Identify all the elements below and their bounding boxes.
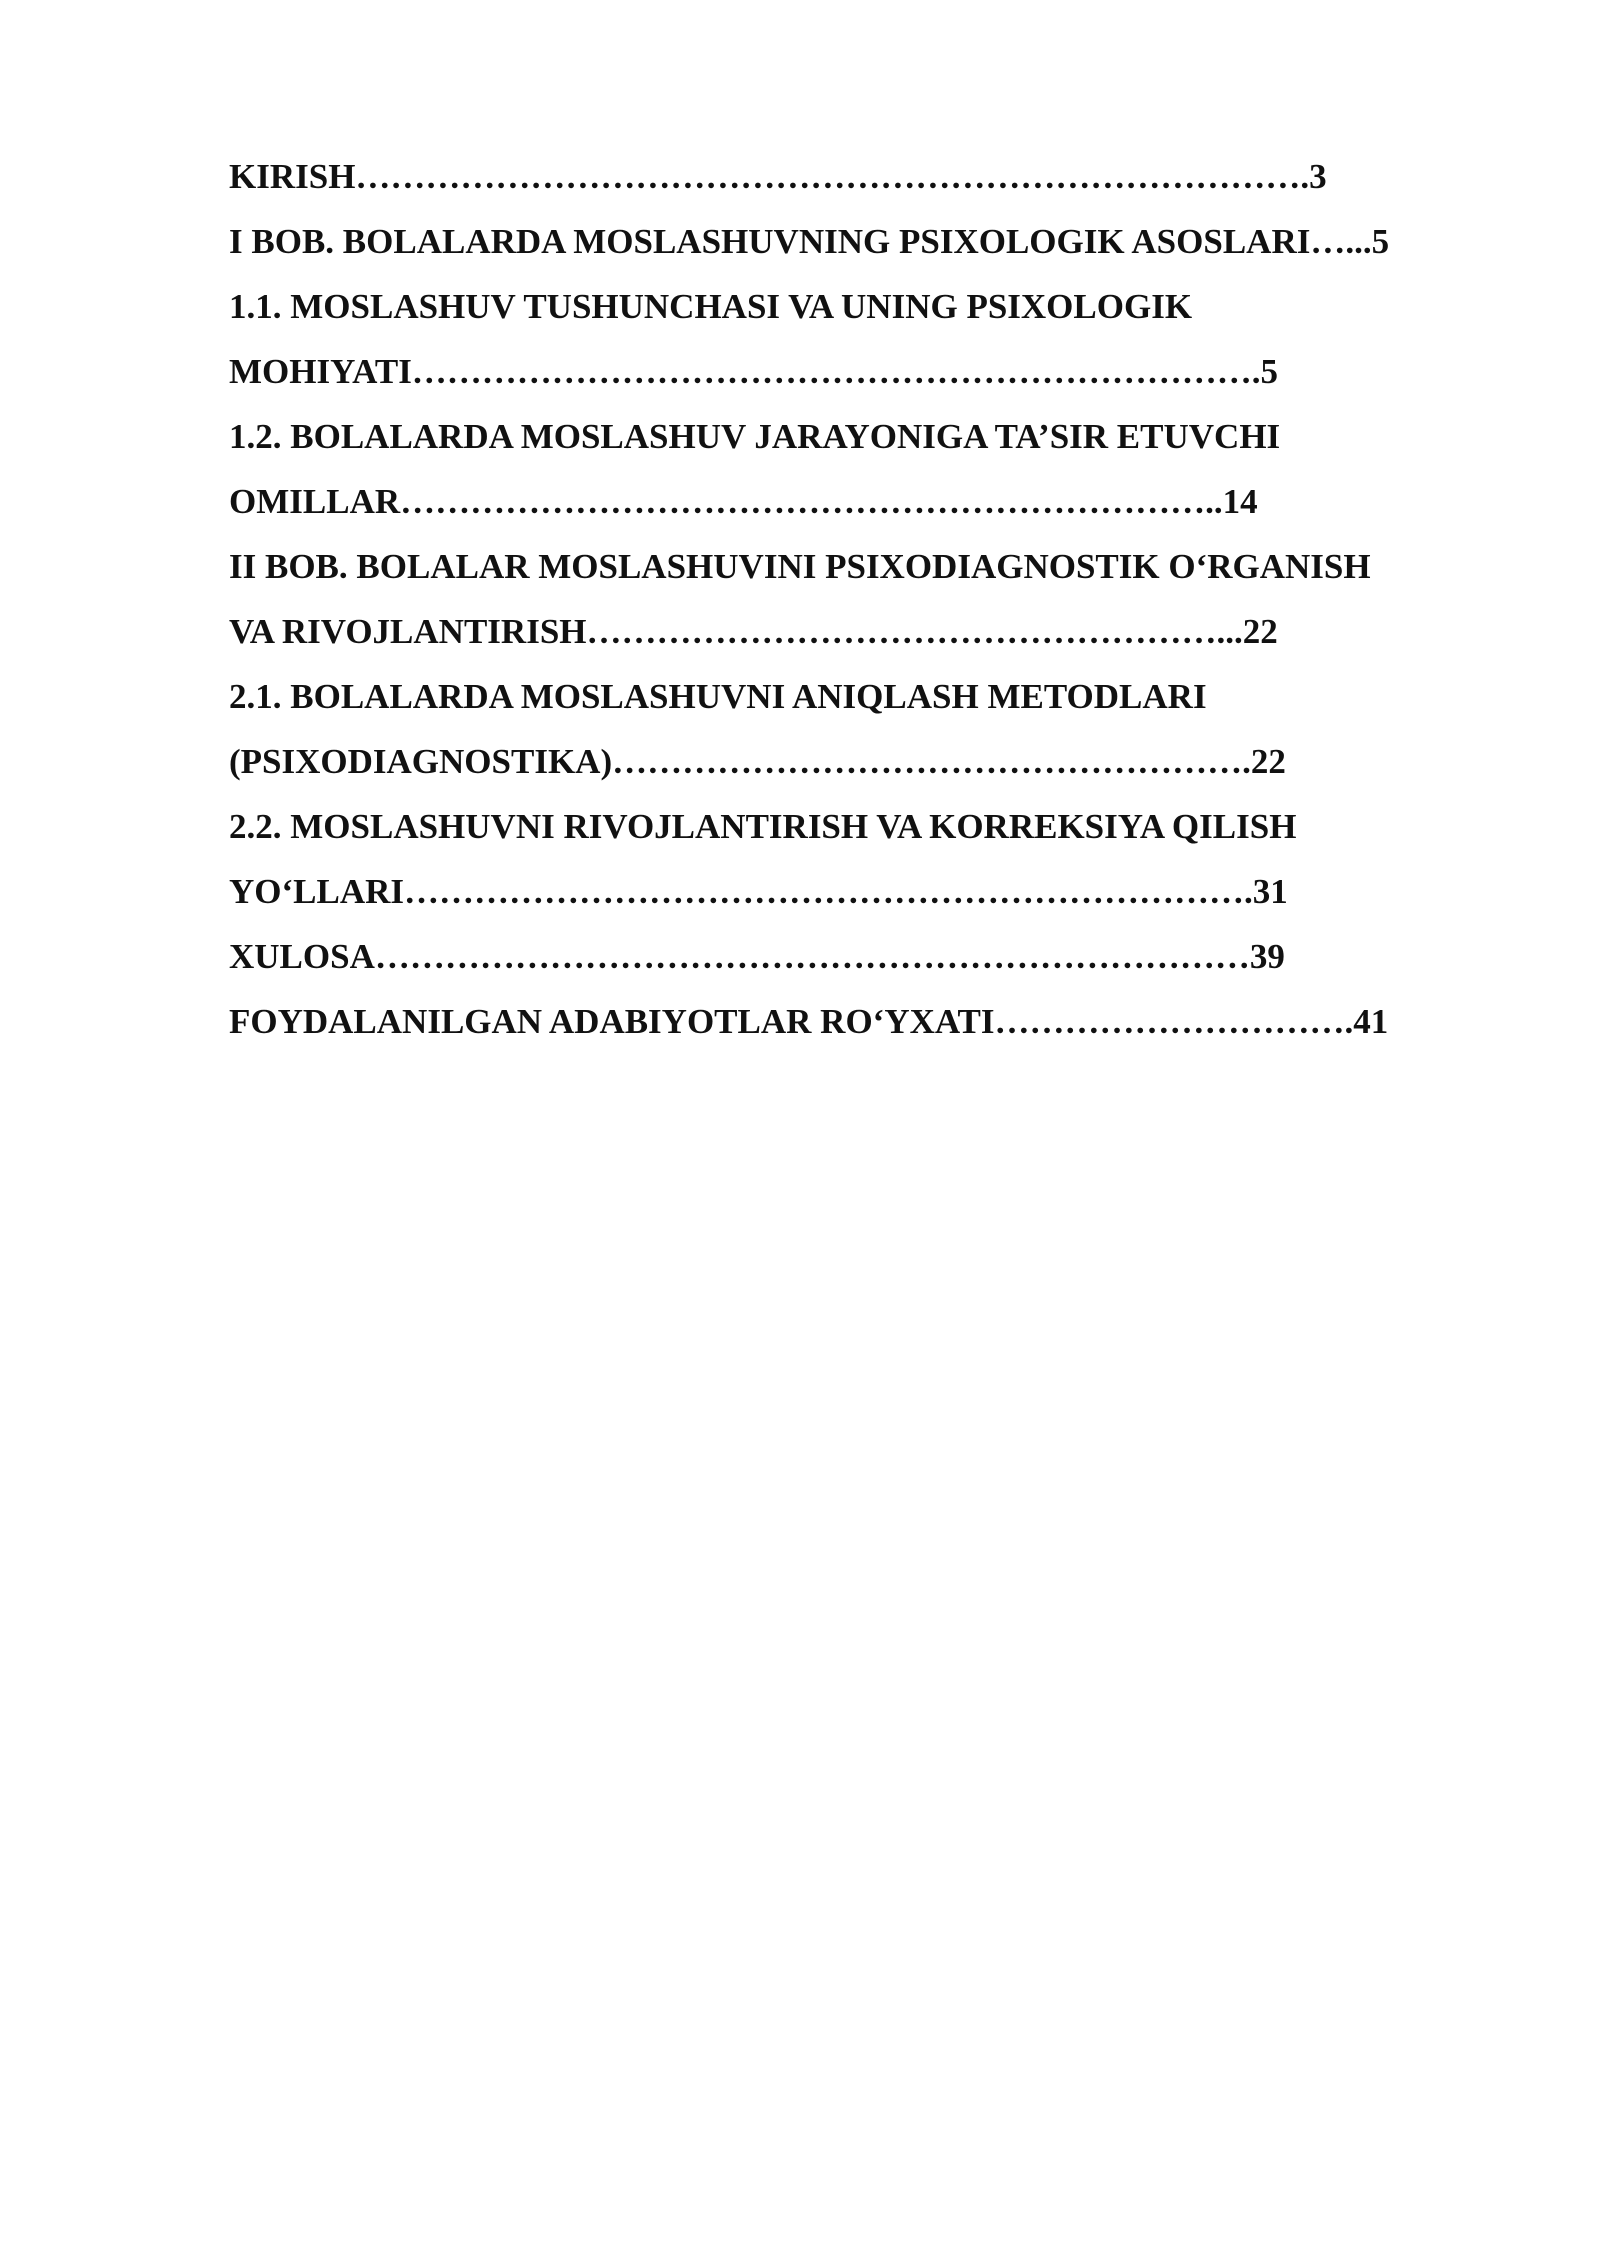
toc-entry-section-1-1-cont: MOHIYATI……………………………………………………………….5 [229,352,1279,391]
toc-entry-chapter-2: II BOB. BOLALAR MOSLASHUVINI PSIXODIAGNOSTIK O‘RGANISH [229,547,1371,586]
toc-entry-section-2-2-cont: YO‘LLARI……………………………………………………………….31 [229,872,1288,911]
table-of-contents [229,144,1489,1054]
toc-entry-kirish: KIRISH……………………………………………………………………….3 [229,157,1327,196]
toc-entry-section-1-2: 1.2. BOLALARDA MOSLASHUV JARAYONIGA TA’SIR ETUVCHI [229,417,1281,456]
toc-entry-section-1-1: 1.1. MOSLASHUV TUSHUNCHASI VA UNING PSIXOLOGIK [229,287,1193,326]
toc-entry-section-2-1-cont: (PSIXODIAGNOSTIKA)……………………………………………….22 [229,742,1286,781]
toc-entry-section-1-2-cont: OMILLAR……………………………………………………………..14 [229,482,1258,521]
toc-entry-bibliography: FOYDALANILGAN ADABIYOTLAR RO‘YXATI………………………….41 [229,1002,1389,1041]
toc-entry-chapter-1: I BOB. BOLALARDA MOSLASHUVNING PSIXOLOGIK ASOSLARI…...5 [229,222,1390,261]
toc-entry-section-2-1: 2.1. BOLALARDA MOSLASHUVNI ANIQLASH METODLARI [229,677,1207,716]
toc-entry-section-2-2: 2.2. MOSLASHUVNI RIVOJLANTIRISH VA KORREKSIYA QILISH [229,807,1297,846]
toc-entry-xulosa: XULOSA…………………………………………………………………39 [229,937,1285,976]
toc-entry-chapter-2-cont: VA RIVOJLANTIRISH………………………………………………...22 [229,612,1278,651]
